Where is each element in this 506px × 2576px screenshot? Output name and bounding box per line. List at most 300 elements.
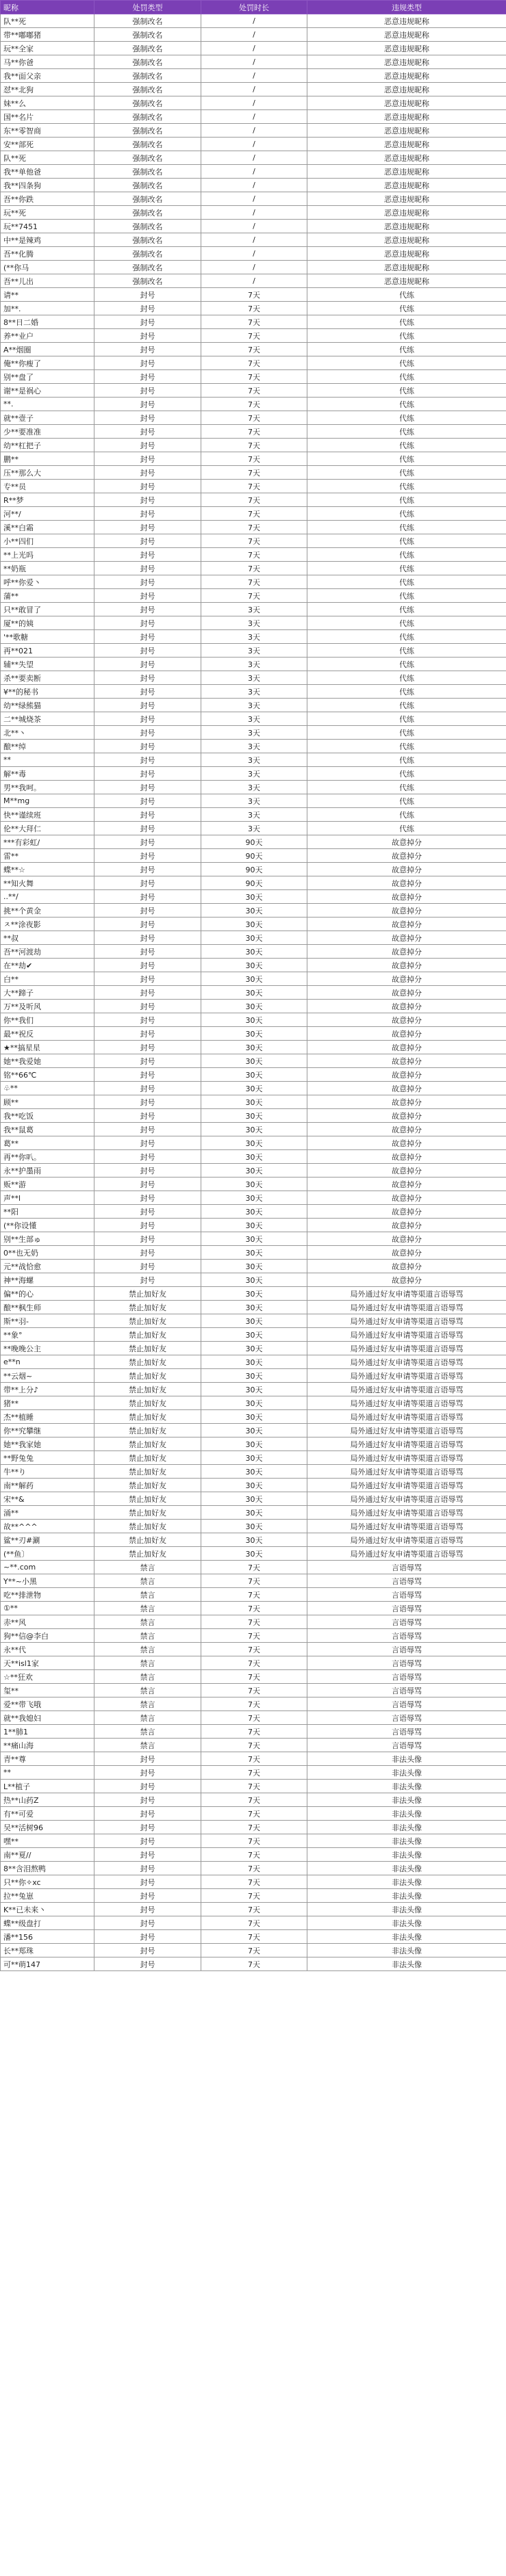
penalty-duration-cell: 30天 — [201, 1191, 307, 1205]
nickname-cell: 我**吃饭 — [1, 1109, 94, 1123]
nickname-cell: 怼**北狗 — [1, 83, 94, 96]
nickname-cell: 拉**兔崽 — [1, 1889, 94, 1903]
penalty-duration-cell: 7天 — [201, 575, 307, 589]
penalty-duration-cell: 7天 — [201, 356, 307, 370]
nickname-cell: 挑**个黄金 — [1, 904, 94, 918]
table-row — [1, 904, 506, 918]
nickname-cell: 杀**要卖断 — [1, 671, 94, 685]
nickname-cell: L**植子 — [1, 1780, 94, 1793]
penalty-type-cell: 封号 — [94, 781, 201, 794]
nickname-cell: 东**零智商 — [1, 124, 94, 138]
table-row — [1, 1437, 506, 1451]
penalty-duration-cell: / — [201, 55, 307, 69]
violation-type-cell: 局外通过好友申请等渠道言语辱骂 — [307, 1328, 506, 1342]
penalty-type-cell: 禁言 — [94, 1561, 201, 1574]
nickname-cell: ♧** — [1, 1082, 94, 1095]
nickname-cell: 偏**的心 — [1, 1287, 94, 1301]
penalty-type-cell: 封号 — [94, 753, 201, 767]
penalty-type-cell: 封号 — [94, 726, 201, 740]
violation-type-cell: 故意掉分 — [307, 918, 506, 931]
nickname-cell: 幼**绿熊猫 — [1, 699, 94, 712]
violation-type-cell: 恶意违规昵称 — [307, 233, 506, 247]
violation-type-cell: 故意掉分 — [307, 1205, 506, 1219]
penalty-type-cell: 封号 — [94, 1766, 201, 1780]
penalty-duration-cell: 30天 — [201, 1506, 307, 1520]
nickname-cell: 大**蹄子 — [1, 986, 94, 1000]
nickname-cell: 我**面父亲 — [1, 69, 94, 83]
table-row — [1, 658, 506, 671]
violation-type-cell: 代练 — [307, 466, 506, 480]
nickname-cell: 元**战恰愈 — [1, 1260, 94, 1273]
penalty-type-cell: 封号 — [94, 1219, 201, 1232]
table-row — [1, 1410, 506, 1424]
violation-type-cell: 故意掉分 — [307, 972, 506, 986]
penalty-duration-cell: / — [201, 165, 307, 179]
penalty-duration-cell: 7天 — [201, 534, 307, 548]
nickname-cell: 溪**白霜 — [1, 521, 94, 534]
nickname-cell: ..**/ — [1, 890, 94, 904]
violation-type-cell: 故意掉分 — [307, 876, 506, 890]
table-row — [1, 1547, 506, 1561]
penalty-duration-cell: 7天 — [201, 439, 307, 452]
nickname-cell: 小**四们 — [1, 534, 94, 548]
violation-type-cell: 故意掉分 — [307, 890, 506, 904]
penalty-duration-cell: 30天 — [201, 1479, 307, 1492]
violation-type-cell: 代练 — [307, 452, 506, 466]
table-row — [1, 1670, 506, 1684]
penalty-duration-cell: 7天 — [201, 1725, 307, 1739]
violation-type-cell: 代练 — [307, 726, 506, 740]
nickname-cell: 她**我家她 — [1, 1437, 94, 1451]
penalty-duration-cell: 30天 — [201, 1041, 307, 1054]
penalty-type-cell: 封号 — [94, 849, 201, 863]
table-row — [1, 356, 506, 370]
table-row — [1, 794, 506, 808]
penalty-duration-cell: 7天 — [201, 1697, 307, 1711]
penalty-type-cell: 封号 — [94, 972, 201, 986]
nickname-cell: (**你设懂 — [1, 1219, 94, 1232]
penalty-duration-cell: 3天 — [201, 808, 307, 822]
penalty-duration-cell: 30天 — [201, 1342, 307, 1355]
penalty-type-cell: 封号 — [94, 1821, 201, 1834]
violation-type-cell: 代练 — [307, 753, 506, 767]
penalty-duration-cell: / — [201, 233, 307, 247]
nickname-cell: 故**^^^ — [1, 1520, 94, 1533]
penalty-duration-cell: 3天 — [201, 712, 307, 726]
penalty-duration-cell: 30天 — [201, 1109, 307, 1123]
penalty-duration-cell: 7天 — [201, 1916, 307, 1930]
nickname-cell: 玩**全家 — [1, 42, 94, 55]
table-row — [1, 931, 506, 945]
penalty-duration-cell: 7天 — [201, 1875, 307, 1889]
table-row — [1, 1068, 506, 1082]
penalty-type-cell: 禁止加好友 — [94, 1328, 201, 1342]
penalty-type-cell: 禁言 — [94, 1711, 201, 1725]
violation-type-cell: 代练 — [307, 767, 506, 781]
penalty-type-cell: 禁止加好友 — [94, 1506, 201, 1520]
penalty-duration-cell: 30天 — [201, 1219, 307, 1232]
penalty-duration-cell: / — [201, 96, 307, 110]
penalty-duration-cell: 7天 — [201, 1684, 307, 1697]
nickname-cell: 养**业户 — [1, 329, 94, 343]
nickname-cell: 蝶**☆ — [1, 863, 94, 876]
violation-type-cell: 故意掉分 — [307, 1232, 506, 1246]
violation-type-cell: 故意掉分 — [307, 1136, 506, 1150]
violation-type-cell: 代练 — [307, 425, 506, 439]
penalty-duration-cell: 7天 — [201, 452, 307, 466]
penalty-duration-cell: 7天 — [201, 1834, 307, 1848]
penalty-duration-cell: 7天 — [201, 1615, 307, 1629]
penalty-duration-cell: 30天 — [201, 1410, 307, 1424]
penalty-duration-cell: 3天 — [201, 794, 307, 808]
nickname-cell: 伦**大拜仁 — [1, 822, 94, 835]
penalty-duration-cell: 30天 — [201, 1260, 307, 1273]
nickname-cell: K**已未来丶 — [1, 1903, 94, 1916]
penalty-duration-cell: 30天 — [201, 1082, 307, 1095]
violation-type-cell: 故意掉分 — [307, 945, 506, 959]
violation-type-cell: 恶意违规昵称 — [307, 110, 506, 124]
table-row — [1, 1725, 506, 1739]
violation-type-cell: 故意掉分 — [307, 1109, 506, 1123]
penalty-type-cell: 禁止加好友 — [94, 1369, 201, 1383]
nickname-cell: ~**.com — [1, 1561, 94, 1574]
table-row — [1, 1205, 506, 1219]
table-row — [1, 740, 506, 753]
penalty-duration-cell: 30天 — [201, 1451, 307, 1465]
penalty-type-cell: 封号 — [94, 356, 201, 370]
nickname-cell: ** — [1, 1766, 94, 1780]
penalty-duration-cell: 7天 — [201, 411, 307, 425]
table-row — [1, 1109, 506, 1123]
table-row — [1, 14, 506, 28]
table-row — [1, 726, 506, 740]
penalty-duration-cell: 30天 — [201, 1000, 307, 1013]
penalty-duration-cell: 30天 — [201, 1150, 307, 1164]
nickname-cell: 万**及听风 — [1, 1000, 94, 1013]
penalty-type-cell: 强制改名 — [94, 96, 201, 110]
table-row — [1, 151, 506, 165]
table-row — [1, 384, 506, 398]
penalty-duration-cell: 30天 — [201, 1396, 307, 1410]
table-row — [1, 699, 506, 712]
penalty-type-cell: 封号 — [94, 1178, 201, 1191]
table-row — [1, 1424, 506, 1437]
violation-type-cell: 代练 — [307, 302, 506, 315]
penalty-duration-cell: 30天 — [201, 972, 307, 986]
nickname-cell: 青**尊 — [1, 1752, 94, 1766]
nickname-cell: **晚晚公主 — [1, 1342, 94, 1355]
table-row — [1, 83, 506, 96]
penalty-type-cell: 封号 — [94, 1930, 201, 1944]
table-row — [1, 589, 506, 603]
penalty-type-cell: 封号 — [94, 466, 201, 480]
penalty-type-cell: 封号 — [94, 398, 201, 411]
penalty-duration-cell: / — [201, 110, 307, 124]
penalty-duration-cell: 30天 — [201, 1164, 307, 1178]
penalty-type-cell: 封号 — [94, 315, 201, 329]
penalty-type-cell: 封号 — [94, 1780, 201, 1793]
table-row — [1, 1807, 506, 1821]
table-row — [1, 1383, 506, 1396]
nickname-cell: 马**你爸 — [1, 55, 94, 69]
penalty-duration-cell: 30天 — [201, 904, 307, 918]
table-row — [1, 1273, 506, 1287]
table-row — [1, 1574, 506, 1588]
table-row — [1, 1862, 506, 1875]
table-row — [1, 398, 506, 411]
table-row — [1, 1834, 506, 1848]
penalty-duration-cell: 7天 — [201, 1944, 307, 1957]
violation-type-cell: 代练 — [307, 630, 506, 644]
penalty-duration-cell: 3天 — [201, 753, 307, 767]
violation-type-cell: 局外通过好友申请等渠道言语辱骂 — [307, 1465, 506, 1479]
penalty-type-cell: 强制改名 — [94, 274, 201, 288]
violation-type-cell: 故意掉分 — [307, 904, 506, 918]
table-row — [1, 1150, 506, 1164]
nickname-cell: 赤**风 — [1, 1615, 94, 1629]
penalty-duration-cell: 7天 — [201, 466, 307, 480]
violation-type-cell: 故意掉分 — [307, 1219, 506, 1232]
violation-type-cell: 非法头像 — [307, 1944, 506, 1957]
penalty-duration-cell: 30天 — [201, 1273, 307, 1287]
violation-type-cell: 言语辱骂 — [307, 1725, 506, 1739]
violation-type-cell: 故意掉分 — [307, 1273, 506, 1287]
nickname-cell: 8**含泪熬鸭 — [1, 1862, 94, 1875]
table-row — [1, 1916, 506, 1930]
nickname-cell: '**歌糖 — [1, 630, 94, 644]
penalty-type-cell: 禁止加好友 — [94, 1342, 201, 1355]
penalty-duration-cell: 30天 — [201, 1383, 307, 1396]
penalty-type-cell: 封号 — [94, 1260, 201, 1273]
nickname-cell: 安**部死 — [1, 138, 94, 151]
nickname-cell: **阳 — [1, 1205, 94, 1219]
penalty-type-cell: 封号 — [94, 808, 201, 822]
penalty-type-cell: 强制改名 — [94, 192, 201, 206]
penalty-type-cell: 封号 — [94, 1232, 201, 1246]
violation-type-cell: 局外通过好友申请等渠道言语辱骂 — [307, 1547, 506, 1561]
violation-type-cell: 代练 — [307, 356, 506, 370]
penalty-duration-cell: 30天 — [201, 1178, 307, 1191]
nickname-cell: 辅**失望 — [1, 658, 94, 671]
nickname-cell: 吃**排泄物 — [1, 1588, 94, 1602]
penalty-type-cell: 封号 — [94, 575, 201, 589]
violation-type-cell: 代练 — [307, 480, 506, 493]
table-row — [1, 96, 506, 110]
penalty-duration-cell: 7天 — [201, 1930, 307, 1944]
violation-type-cell: 恶意违规昵称 — [307, 42, 506, 55]
penalty-type-cell: 封号 — [94, 411, 201, 425]
table-row — [1, 274, 506, 288]
table-row — [1, 1232, 506, 1246]
penalty-duration-cell: 30天 — [201, 1328, 307, 1342]
violation-type-cell: 局外通过好友申请等渠道言语辱骂 — [307, 1314, 506, 1328]
penalty-duration-cell: 3天 — [201, 658, 307, 671]
nickname-cell: 解**毒 — [1, 767, 94, 781]
penalty-duration-cell: 30天 — [201, 1437, 307, 1451]
penalty-type-cell: 封号 — [94, 1246, 201, 1260]
table-row — [1, 753, 506, 767]
table-row — [1, 1643, 506, 1656]
penalty-type-cell: 强制改名 — [94, 151, 201, 165]
nickname-cell: 8**日二婚 — [1, 315, 94, 329]
penalty-duration-cell: 7天 — [201, 1862, 307, 1875]
violation-type-cell: 非法头像 — [307, 1766, 506, 1780]
penalty-type-cell: 强制改名 — [94, 165, 201, 179]
violation-type-cell: 故意掉分 — [307, 1095, 506, 1109]
table-row — [1, 1903, 506, 1916]
penalty-duration-cell: 7天 — [201, 1643, 307, 1656]
penalty-type-cell: 封号 — [94, 740, 201, 753]
penalty-duration-cell: 90天 — [201, 849, 307, 863]
violation-type-cell: 言语辱骂 — [307, 1615, 506, 1629]
penalty-type-cell: 禁止加好友 — [94, 1479, 201, 1492]
nickname-cell: 谢**是祸心 — [1, 384, 94, 398]
nickname-cell: 带**上分♪ — [1, 1383, 94, 1396]
penalty-duration-cell: 30天 — [201, 1013, 307, 1027]
violation-type-cell: 言语辱骂 — [307, 1588, 506, 1602]
nickname-cell: 神**海螺 — [1, 1273, 94, 1287]
nickname-cell: 永**护墨雨 — [1, 1164, 94, 1178]
table-row — [1, 1766, 506, 1780]
violation-type-cell: 非法头像 — [307, 1916, 506, 1930]
penalty-duration-cell: 30天 — [201, 986, 307, 1000]
table-row — [1, 179, 506, 192]
nickname-cell: **叔 — [1, 931, 94, 945]
nickname-cell: 再**你叭。 — [1, 1150, 94, 1164]
nickname-cell: 国**名片 — [1, 110, 94, 124]
nickname-cell: 南**夏// — [1, 1848, 94, 1862]
table-row — [1, 918, 506, 931]
nickname-cell: (**你马 — [1, 261, 94, 274]
table-row — [1, 329, 506, 343]
table-row — [1, 1082, 506, 1095]
table-row — [1, 603, 506, 616]
violation-type-cell: 言语辱骂 — [307, 1574, 506, 1588]
nickname-cell: ㅈ**涂夜影 — [1, 918, 94, 931]
nickname-cell: 潘**156 — [1, 1930, 94, 1944]
nickname-cell: 北**丶 — [1, 726, 94, 740]
table-row — [1, 1875, 506, 1889]
nickname-cell: 玩**死 — [1, 206, 94, 220]
nickname-cell: 酿**绰 — [1, 740, 94, 753]
nickname-cell: 永**代 — [1, 1643, 94, 1656]
penalty-type-cell: 禁言 — [94, 1684, 201, 1697]
penalty-type-cell: 强制改名 — [94, 14, 201, 28]
penalty-type-cell: 封号 — [94, 699, 201, 712]
nickname-cell: 专**员 — [1, 480, 94, 493]
penalty-duration-cell: 30天 — [201, 1123, 307, 1136]
nickname-cell: ①** — [1, 1602, 94, 1615]
nickname-cell: **上光吗 — [1, 548, 94, 562]
nickname-cell: 俺**你瘦了 — [1, 356, 94, 370]
nickname-cell: A**烟圈 — [1, 343, 94, 356]
penalty-type-cell: 禁止加好友 — [94, 1424, 201, 1437]
penalty-type-cell: 禁止加好友 — [94, 1410, 201, 1424]
nickname-cell: M**mg — [1, 794, 94, 808]
table-row — [1, 1041, 506, 1054]
violation-type-cell: 言语辱骂 — [307, 1739, 506, 1752]
penalty-type-cell: 强制改名 — [94, 179, 201, 192]
penalty-duration-cell: / — [201, 247, 307, 261]
penalty-type-cell: 封号 — [94, 918, 201, 931]
table-row — [1, 1561, 506, 1574]
penalty-type-cell: 禁言 — [94, 1670, 201, 1684]
penalty-type-cell: 强制改名 — [94, 110, 201, 124]
penalty-duration-cell: 3天 — [201, 671, 307, 685]
violation-type-cell: 局外通过好友申请等渠道言语辱骂 — [307, 1520, 506, 1533]
penalty-duration-cell: 7天 — [201, 1602, 307, 1615]
violation-type-cell: 恶意违规昵称 — [307, 55, 506, 69]
nickname-cell: 带**嘟嘟猪 — [1, 28, 94, 42]
table-row — [1, 959, 506, 972]
penalty-duration-cell: / — [201, 206, 307, 220]
violation-type-cell: 故意掉分 — [307, 1150, 506, 1164]
violation-type-cell: 代练 — [307, 644, 506, 658]
penalty-type-cell: 封号 — [94, 589, 201, 603]
table-row — [1, 1821, 506, 1834]
table-row — [1, 507, 506, 521]
nickname-cell: 请** — [1, 288, 94, 302]
nickname-cell: **痛山海 — [1, 1739, 94, 1752]
violation-type-cell: 代练 — [307, 603, 506, 616]
penalty-type-cell: 封号 — [94, 1848, 201, 1862]
violation-type-cell: 代练 — [307, 658, 506, 671]
nickname-cell: ¥**的秘书 — [1, 685, 94, 699]
violation-type-cell: 恶意违规昵称 — [307, 14, 506, 28]
penalty-type-cell: 封号 — [94, 1136, 201, 1150]
table-row — [1, 685, 506, 699]
penalty-duration-cell: 7天 — [201, 302, 307, 315]
table-body — [1, 14, 506, 1971]
table-row — [1, 1000, 506, 1013]
violation-type-cell: 恶意违规昵称 — [307, 151, 506, 165]
violation-type-cell: 故意掉分 — [307, 986, 506, 1000]
header-nickname: 昵称 — [1, 1, 94, 14]
penalty-type-cell: 禁止加好友 — [94, 1437, 201, 1451]
penalty-type-cell: 封号 — [94, 1807, 201, 1821]
table-row — [1, 630, 506, 644]
violation-type-cell: 代练 — [307, 699, 506, 712]
penalty-type-cell: 封号 — [94, 1027, 201, 1041]
penalty-duration-cell: 7天 — [201, 1588, 307, 1602]
penalty-type-cell: 封号 — [94, 534, 201, 548]
penalty-duration-cell: / — [201, 220, 307, 233]
penalty-type-cell: 封号 — [94, 822, 201, 835]
penalty-duration-cell: 30天 — [201, 931, 307, 945]
penalty-duration-cell: / — [201, 261, 307, 274]
penalty-duration-cell: 7天 — [201, 1793, 307, 1807]
penalty-duration-cell: 90天 — [201, 876, 307, 890]
penalty-duration-cell: 7天 — [201, 1574, 307, 1588]
penalty-duration-cell: 7天 — [201, 1766, 307, 1780]
penalty-type-cell: 封号 — [94, 1123, 201, 1136]
nickname-cell: 杰**植睡 — [1, 1410, 94, 1424]
penalty-type-cell: 禁言 — [94, 1588, 201, 1602]
nickname-cell: 我**单他爸 — [1, 165, 94, 179]
penalty-duration-cell: 30天 — [201, 1232, 307, 1246]
penalty-type-cell: 封号 — [94, 1862, 201, 1875]
penalty-type-cell: 封号 — [94, 1095, 201, 1109]
table-row — [1, 1260, 506, 1273]
table-row — [1, 876, 506, 890]
table-row — [1, 1957, 506, 1971]
penalty-type-cell: 禁止加好友 — [94, 1465, 201, 1479]
violation-type-cell: 局外通过好友申请等渠道言语辱骂 — [307, 1410, 506, 1424]
penalty-duration-cell: 90天 — [201, 835, 307, 849]
nickname-cell: 爱**带飞哦 — [1, 1697, 94, 1711]
table-row — [1, 206, 506, 220]
table-header-row — [1, 1, 506, 14]
